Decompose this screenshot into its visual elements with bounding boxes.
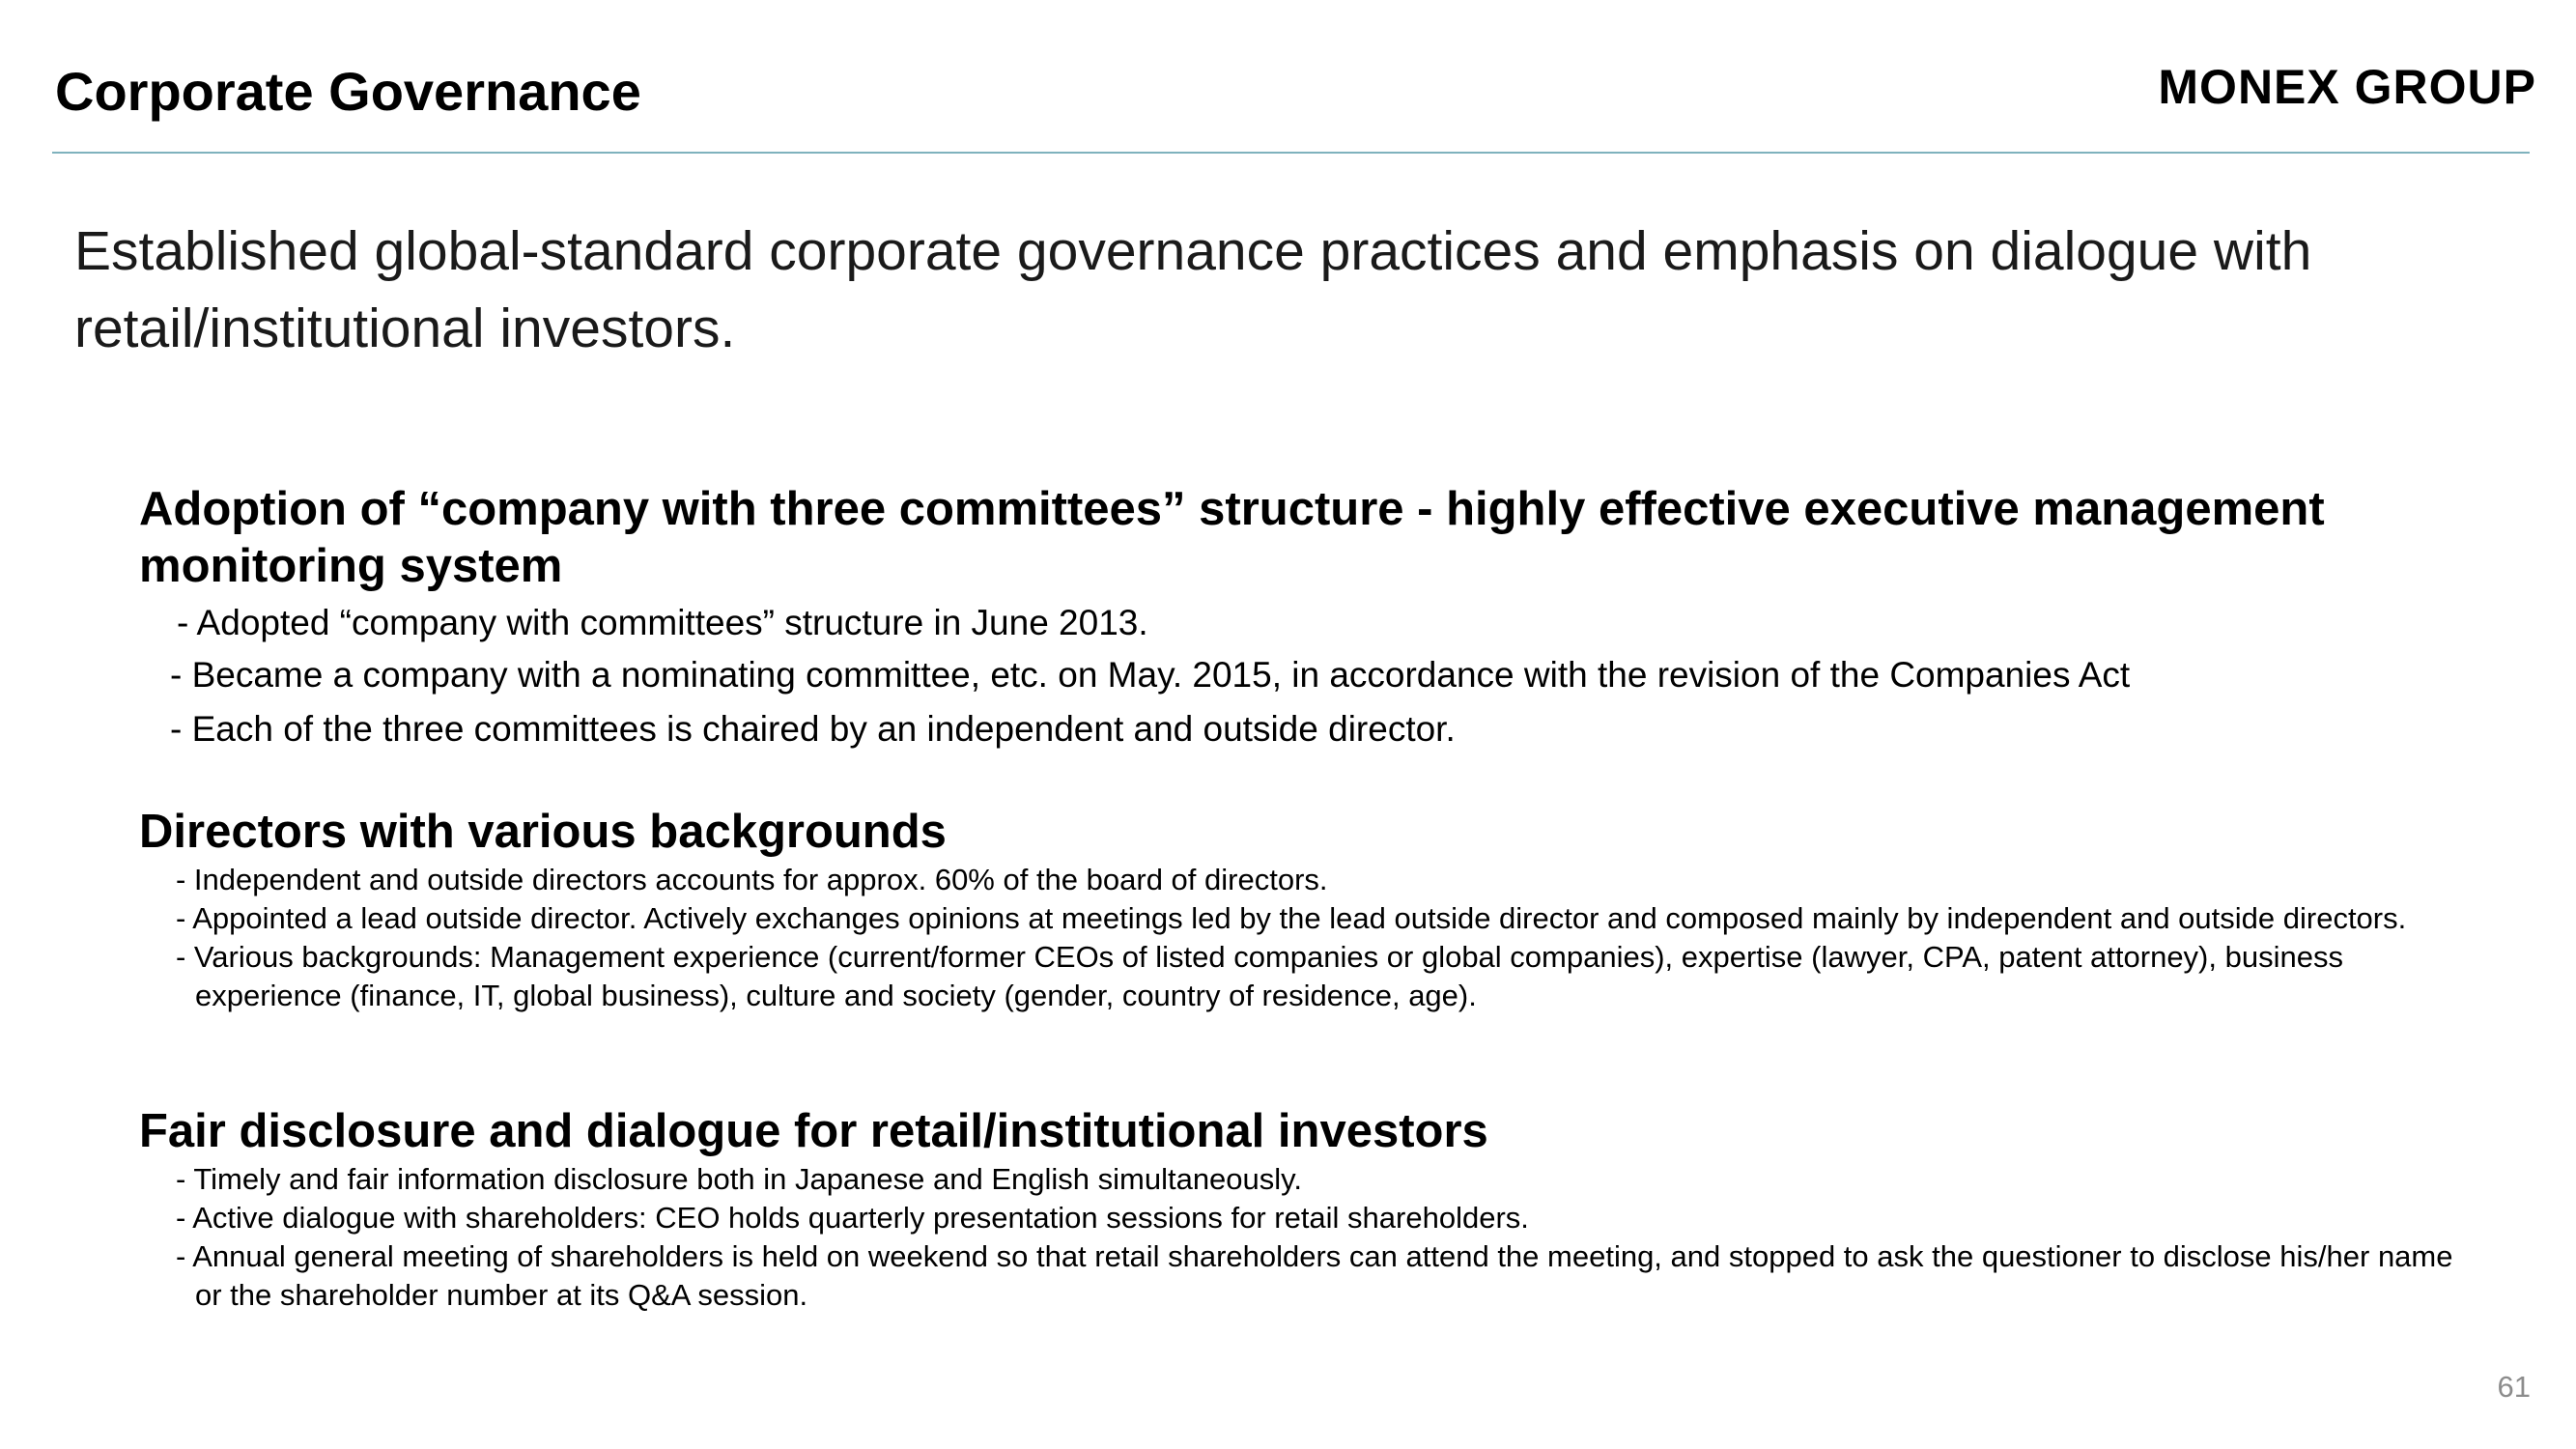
bullet-item: - Annual general meeting of shareholders is held on weekend so that retail shareholders can attend the meeting, and stopped to ask the questioner to disclose his/her name or the shareholder number at its Q&A session.	[176, 1239, 2453, 1312]
bullet-item: - Each of the three committees is chaired by an independent and outside director.	[170, 709, 1456, 749]
bullet-item: - Timely and fair information disclosure both in Japanese and English simultaneously.	[176, 1162, 1302, 1196]
monex-group-logo: MONEX GROUP	[2158, 60, 2536, 114]
page-number: 61	[2497, 1370, 2531, 1404]
bullet-item: - Appointed a lead outside director. Actively exchanges opinions at meetings led by the lead outside director and composed mainly by independent and outside directors.	[176, 901, 2407, 935]
header-divider	[52, 152, 2530, 154]
section-heading: Adoption of “company with three committees” structure - highly effective executive management monitoring system	[139, 483, 2325, 592]
section-three-committees	[139, 481, 2477, 755]
lead-statement: Established global-standard corporate governance practices and emphasis on dialogue with retail/institutional investors.	[74, 220, 2312, 359]
slide-title: Corporate Governance	[55, 61, 641, 122]
section-fair-disclosure	[139, 1103, 2477, 1315]
bullet-item: - Independent and outside directors accounts for approx. 60% of the board of directors.	[176, 863, 1328, 896]
section-heading: Directors with various backgrounds	[139, 806, 947, 858]
bullet-item: - Adopted “company with committees” structure in June 2013.	[177, 603, 1148, 642]
section-directors	[139, 804, 2477, 1015]
section-heading: Fair disclosure and dialogue for retail/institutional investors	[139, 1105, 1488, 1157]
bullet-item: - Became a company with a nominating committee, etc. on May. 2015, in accordance with the revision of the Companies Act	[170, 655, 2131, 695]
bullet-item: - Various backgrounds: Management experience (current/former CEOs of listed companies or global companies), expertise (lawyer, CPA, patent attorney), business experience (finance, IT, global business), culture and society (gender, country of residence, age).	[176, 940, 2343, 1012]
bullet-item: - Active dialogue with shareholders: CEO holds quarterly presentation sessions for retail shareholders.	[176, 1201, 1529, 1235]
